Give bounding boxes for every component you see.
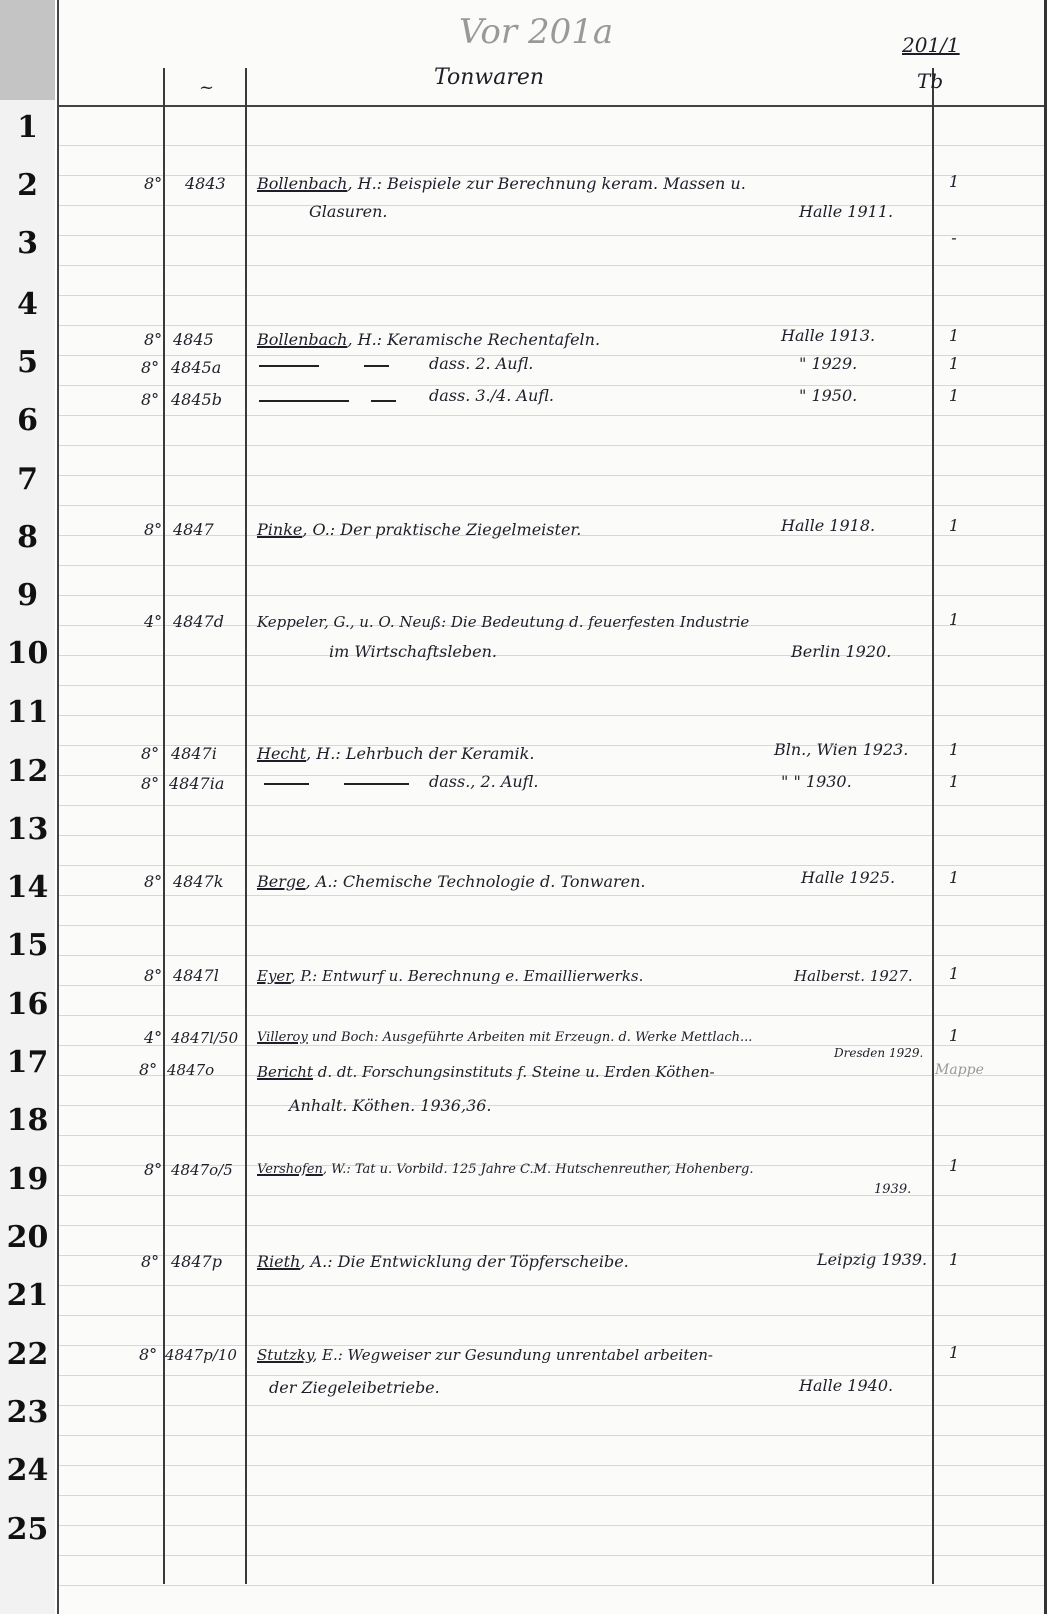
ruled-line — [59, 235, 1044, 236]
entry-number: 4847p — [171, 1252, 222, 1271]
entry-place: Bln., Wien 1923. — [774, 740, 909, 759]
entry-place: " 1929. — [799, 354, 858, 373]
entry-format: 8° — [144, 174, 163, 193]
entry-title: Keppeler, G., u. O. Neuß: Die Bedeutung d. feuerfesten Industrie — [257, 613, 750, 631]
entry-author: Bollenbach — [257, 330, 348, 349]
entry-number: 4845b — [171, 390, 222, 409]
ruled-line — [59, 595, 1044, 596]
line-number: 22 — [6, 1337, 49, 1372]
ditto-line — [364, 365, 389, 367]
shelfmark-bottom: Tb — [917, 69, 944, 93]
line-number-gutter — [0, 0, 55, 1614]
ruled-line — [59, 1405, 1044, 1406]
ruled-line — [59, 925, 1044, 926]
ruled-line — [59, 1015, 1044, 1016]
ruled-line — [59, 325, 1044, 326]
entry-title: dass., 2. Aufl. — [429, 772, 539, 791]
entry-title: Rieth, A.: Die Entwicklung der Töpferscheibe. — [257, 1252, 629, 1271]
ruled-line — [59, 565, 1044, 566]
line-number: 14 — [6, 870, 49, 905]
entry-title: dass. 2. Aufl. — [429, 354, 534, 373]
line-number: 2 — [17, 168, 38, 203]
entry-count: 1 — [948, 740, 960, 759]
line-number: 10 — [6, 636, 49, 671]
ruled-line — [59, 1135, 1044, 1136]
entry-place: 1939. — [874, 1182, 912, 1197]
entry-count: 1 — [948, 1026, 960, 1045]
entry-count: 1 — [948, 772, 960, 791]
entry-count: 1 — [948, 326, 960, 345]
ruled-line — [59, 505, 1044, 506]
entry-number: 4847k — [173, 872, 224, 891]
line-number: 23 — [6, 1395, 49, 1430]
entry-place: " " 1930. — [781, 772, 852, 791]
line-number: 25 — [6, 1512, 49, 1547]
entry-number: 4847ia — [169, 774, 225, 793]
entry-format: 8° — [139, 1060, 158, 1079]
line-number: 18 — [6, 1103, 49, 1138]
tilde-mark: ~ — [199, 77, 215, 98]
line-number: 20 — [6, 1220, 49, 1255]
entry-author: Pinke — [257, 520, 303, 539]
ruled-line — [59, 355, 1044, 356]
line-number: 5 — [17, 345, 38, 380]
entry-place: Halle 1925. — [801, 868, 896, 887]
ruled-line — [59, 145, 1044, 146]
entry-place: Leipzig 1939. — [817, 1250, 928, 1269]
entry-format: 8° — [141, 1252, 160, 1271]
ditto-line — [264, 783, 309, 785]
entry-format: 8° — [144, 1160, 163, 1179]
entry-count: 1 — [948, 1156, 960, 1175]
entry-place: Halberst. 1927. — [794, 967, 913, 985]
entry-place: Berlin 1920. — [791, 642, 892, 661]
entry-format: 8° — [144, 872, 163, 891]
ditto-line — [259, 365, 319, 367]
entry-title: Stutzky, E.: Wegweiser zur Gesundung unrentabel arbeiten- — [257, 1346, 713, 1364]
entry-count: 1 — [948, 1250, 960, 1269]
entry-format: 8° — [144, 330, 163, 349]
ruled-line — [59, 295, 1044, 296]
entry-format: 8° — [141, 744, 160, 763]
ruled-line — [59, 265, 1044, 266]
ruled-line — [59, 475, 1044, 476]
ruled-line — [59, 1315, 1044, 1316]
ruled-line — [59, 715, 1044, 716]
line-number: 4 — [17, 287, 38, 322]
line-number: 9 — [17, 578, 38, 613]
line-number: 7 — [17, 462, 38, 497]
entry-number: 4847i — [171, 744, 217, 763]
entry-author: Rieth — [257, 1252, 301, 1271]
entry-count: Mappe — [935, 1062, 984, 1078]
entry-author: Berge — [257, 872, 306, 891]
column-divider — [932, 68, 934, 1584]
entry-format: 4° — [144, 612, 163, 631]
line-number: 21 — [6, 1278, 49, 1313]
entry-title: Pinke, O.: Der praktische Ziegelmeister. — [257, 520, 582, 539]
entry-count: 1 — [948, 172, 960, 191]
entry-number: 4845a — [171, 358, 222, 377]
entry-author: Eyer — [257, 967, 291, 985]
ruled-line — [59, 1465, 1044, 1466]
entry-place: Halle 1940. — [799, 1376, 894, 1395]
line-number: 16 — [6, 987, 49, 1022]
ruled-line — [59, 1225, 1044, 1226]
entry-title: Berge, A.: Chemische Technologie d. Tonwaren. — [257, 872, 646, 891]
ruled-line — [59, 1555, 1044, 1556]
ruled-line — [59, 1285, 1044, 1286]
entry-count: 1 — [948, 354, 960, 373]
entry-number: 4847d — [173, 612, 224, 631]
entry-place: Halle 1913. — [781, 326, 876, 345]
ruled-line — [59, 805, 1044, 806]
entry-format: 8° — [141, 390, 160, 409]
entry-number: 4847p/10 — [165, 1346, 237, 1364]
entry-count: 1 — [948, 516, 960, 535]
ruled-line — [59, 1435, 1044, 1436]
entry-place: Halle 1918. — [781, 516, 876, 535]
ruled-line — [59, 205, 1044, 206]
line-number: 3 — [17, 226, 38, 261]
entry-title-cont: Glasuren. — [309, 202, 388, 221]
entry-title: Bericht d. dt. Forschungsinstituts f. Steine u. Erden Köthen- — [257, 1063, 715, 1081]
line-number: 15 — [6, 928, 49, 963]
entry-title: Villeroy und Boch: Ausgeführte Arbeiten mit Erzeugn. d. Werke Mettlach... — [257, 1030, 753, 1045]
entry-author: Villeroy — [257, 1030, 308, 1045]
ditto-line — [344, 783, 409, 785]
entry-author: Vershofen — [257, 1162, 323, 1177]
line3-dash: - — [951, 228, 957, 247]
entry-number: 4847o — [167, 1061, 215, 1079]
entry-format: 8° — [144, 966, 163, 985]
line-number: 11 — [6, 695, 49, 730]
entry-author: Hecht — [257, 744, 307, 763]
ruled-line — [59, 1105, 1044, 1106]
column-divider — [245, 68, 247, 1584]
entry-number: 4847l — [173, 966, 219, 985]
line-number: 24 — [6, 1453, 49, 1488]
entry-place: Halle 1911. — [799, 202, 894, 221]
line-number: 1 — [17, 110, 38, 145]
entry-number: 4847o/5 — [171, 1161, 233, 1179]
entry-count: 1 — [948, 1343, 960, 1362]
section-title: Tonwaren — [434, 65, 545, 90]
ruled-line — [59, 895, 1044, 896]
entry-title: Bollenbach, H.: Beispiele zur Berechnung keram. Massen u. — [257, 174, 746, 193]
header-rule — [59, 105, 1044, 107]
ruled-line — [59, 445, 1044, 446]
entry-number: 4847l/50 — [171, 1029, 239, 1047]
ledger-page — [57, 0, 1047, 1614]
ruled-line — [59, 1495, 1044, 1496]
ruled-line — [59, 1585, 1044, 1586]
ditto-line — [259, 400, 349, 402]
entry-count: 1 — [948, 868, 960, 887]
line-number: 12 — [6, 754, 49, 789]
entry-format: 8° — [139, 1345, 158, 1364]
entry-title-cont: der Ziegeleibetriebe. — [269, 1378, 440, 1397]
entry-author: Stutzky — [257, 1346, 313, 1364]
line-number: 17 — [6, 1045, 49, 1080]
ditto-line — [371, 400, 396, 402]
top-note: Vor 201a — [459, 12, 614, 52]
line-number: 13 — [6, 812, 49, 847]
ruled-line — [59, 835, 1044, 836]
line-number: 6 — [17, 403, 38, 438]
ruled-line — [59, 415, 1044, 416]
entry-title: Hecht, H.: Lehrbuch der Keramik. — [257, 744, 535, 763]
gutter-header — [0, 0, 55, 100]
entry-title-cont: Anhalt. Köthen. 1936,36. — [289, 1096, 492, 1115]
entry-author: Bericht — [257, 1063, 313, 1081]
entry-number: 4843 — [185, 174, 226, 193]
entry-number: 4845 — [173, 330, 214, 349]
line-number: 19 — [6, 1162, 49, 1197]
line-number: 8 — [17, 520, 38, 555]
entry-author: Bollenbach — [257, 174, 348, 193]
entry-count: 1 — [948, 386, 960, 405]
entry-format: 4° — [144, 1028, 163, 1047]
entry-count: 1 — [948, 964, 960, 983]
entry-title-cont: im Wirtschaftsleben. — [329, 642, 497, 661]
entry-number: 4847 — [173, 520, 214, 539]
entry-place: Dresden 1929. — [834, 1046, 924, 1060]
entry-format: 8° — [141, 774, 160, 793]
ruled-line — [59, 955, 1044, 956]
shelfmark-top: 201/1 — [902, 33, 960, 57]
entry-title: Bollenbach, H.: Keramische Rechentafeln. — [257, 330, 601, 349]
entry-title: dass. 3./4. Aufl. — [429, 386, 554, 405]
ruled-line — [59, 655, 1044, 656]
entry-title: Vershofen, W.: Tat u. Vorbild. 125 Jahre C.M. Hutschenreuther, Hohenberg. — [257, 1162, 754, 1177]
entry-place: " 1950. — [799, 386, 858, 405]
ruled-line — [59, 1375, 1044, 1376]
entry-format: 8° — [141, 358, 160, 377]
entry-title: Eyer, P.: Entwurf u. Berechnung e. Emaillierwerks. — [257, 967, 644, 985]
ruled-line — [59, 1525, 1044, 1526]
entry-count: 1 — [948, 610, 960, 629]
ruled-line — [59, 865, 1044, 866]
ruled-line — [59, 685, 1044, 686]
entry-format: 8° — [144, 520, 163, 539]
